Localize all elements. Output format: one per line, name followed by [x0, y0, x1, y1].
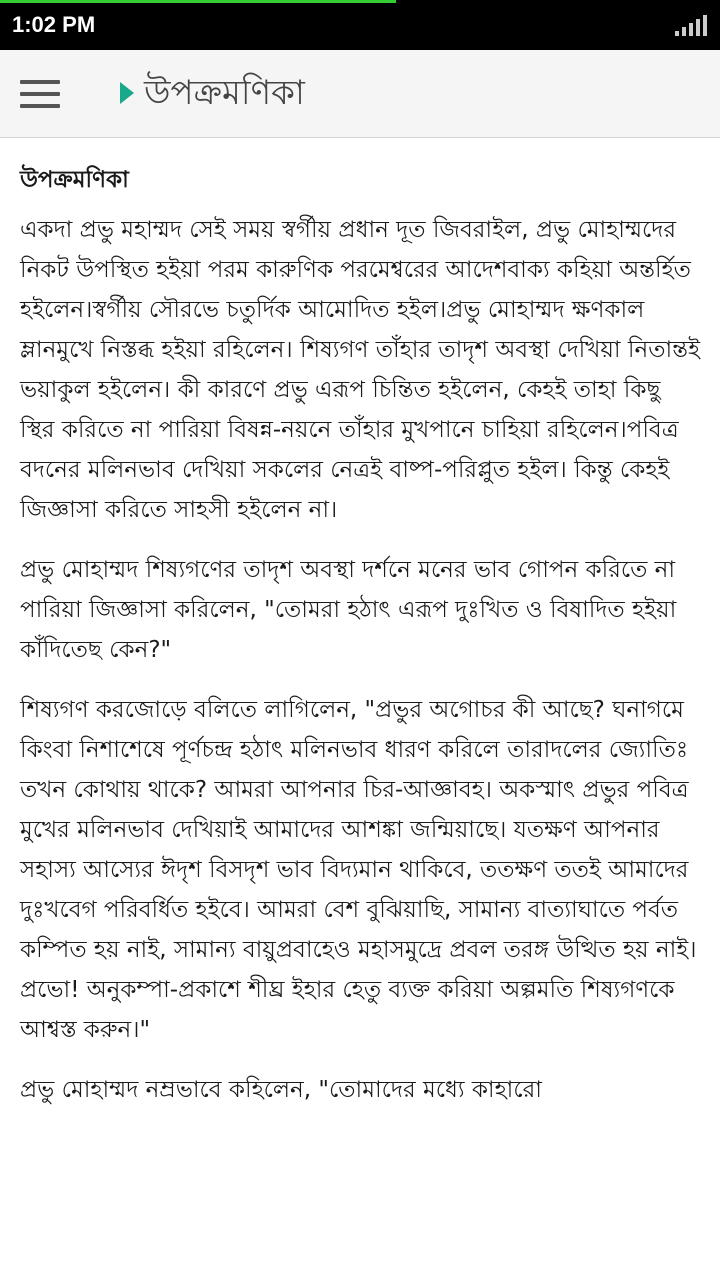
- status-bar: [0, 0, 720, 50]
- chapter-heading: উপক্রমণিকা: [20, 167, 129, 193]
- paragraph: একদা প্রভু মহাম্মদ সেই সময় স্বর্গীয় প্রধান দূত জিবরাইল, প্রভু মোহাম্মদের নিকট উপস্থিত হইয়া পরম কারুণিক পরমেশ্বরের আদেশবাক্য কহিয়া অন্তর্হিত হইলেন।স্বর্গীয় সৌরভে চতুর্দিক আমোদিত হইল।প্রভু মোহাম্মদ ক্ষণকাল ম্লানমুখে নিস্তব্ধ হইয়া রহিলেন। শিষ্যগণ তাঁহার তাদৃশ অবস্থা দেখিয়া নিতান্তই ভয়াকুল হইলেন। কী কারণে প্রভু এরূপ চিন্তিত হইলেন, কেহই তাহা কিছু স্থির করিতে না পারিয়া বিষন্ন-নয়নে তাঁহার মুখপানে চাহিয়া রহিলেন।পবিত্র বদনের মলিনভাব দেখিয়া সকলের নেত্রই বাষ্প-পরিপ্লুত হইল। কিন্তু কেহই জিজ্ঞাসা করিতে সাহসী হইলেন না।: [20, 217, 700, 523]
- hamburger-menu-icon[interactable]: [10, 66, 70, 122]
- paragraph: শিষ্যগণ করজোড়ে বলিতে লাগিলেন, "প্রভুর অগোচর কী আছে? ঘনাগমে কিংবা নিশাশেষে পূর্ণচন্দ্র হঠাৎ মলিনভাব ধারণ করিলে তারাদলের জ্যোতিঃ তখন কোথায় থাকে? আমরা আপনার চির-আজ্ঞাবহ। অকস্মাৎ প্রভুর পবিত্র মুখের মলিনভাব দেখিয়াই আমাদের আশঙ্কা জন্মিয়াছে। যতক্ষণ আপনার সহাস্য আস্যের ঈদৃশ বিসদৃশ ভাব বিদ্যমান থাকিবে, ততক্ষণ ততই আমাদের দুঃখবেগ পরিবর্ধিত হইবে। আমরা বেশ বুঝিয়াছি, সামান্য বাত্যাঘাতে পর্বত কম্পিত হয় নাই, সামান্য বায়ুপ্রবাহেও মহাসমুদ্রে প্রবল তরঙ্গ উত্থিত হয় নাই। প্রভো! অনুকম্পা-প্রকাশে শীঘ্র ইহার হেতু ব্যক্ত করিয়া অল্পমতি শিষ্যগণকে আশ্বস্ত করুন।": [20, 697, 697, 1043]
- loading-progress-bar: [0, 0, 396, 3]
- app-toolbar: [0, 50, 720, 138]
- paragraph: প্রভু মোহাম্মদ নম্রভাবে কহিলেন, "তোমাদের মধ্যে কাহারো: [20, 1077, 542, 1103]
- play-arrow-icon: [120, 82, 134, 104]
- chapter-content[interactable]: [20, 160, 700, 1130]
- toolbar-title: উপক্রমণিকা: [144, 73, 305, 113]
- signal-bars-icon: [674, 14, 708, 36]
- paragraph: প্রভু মোহাম্মদ শিষ্যগণের তাদৃশ অবস্থা দর্শনে মনের ভাব গোপন করিতে না পারিয়া জিজ্ঞাসা করিলেন, "তোমরা হঠাৎ এরূপ দুঃখিত ও বিষাদিত হইয়া কাঁদিতেছ কেন?": [20, 557, 677, 663]
- status-time: 1:02 PM: [12, 12, 96, 37]
